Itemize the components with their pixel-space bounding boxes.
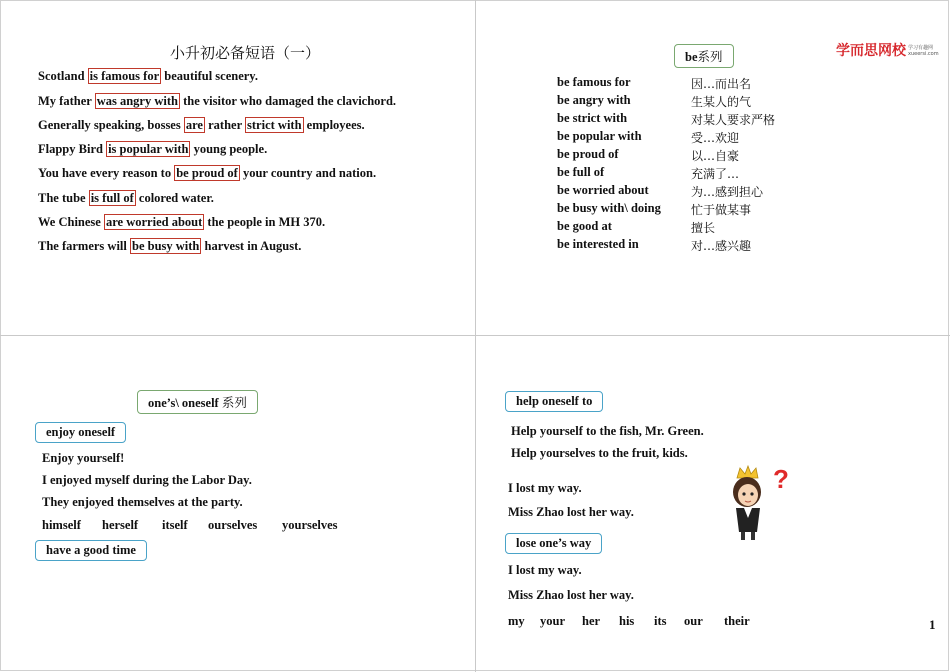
lost-sentence: Miss Zhao lost her way. (508, 505, 634, 519)
phrase-highlight: was angry with (96, 94, 178, 108)
pronoun-herself: herself (102, 518, 139, 532)
logo-sub2: xueersi.com (908, 50, 939, 57)
sentence-post: beautiful scenery. (161, 69, 258, 83)
phrase-highlight: strict with (247, 118, 302, 132)
sentence-pre: We Chinese (38, 215, 104, 229)
sentence-post: harvest in August. (201, 239, 302, 253)
phrase-zh: 擅长 (691, 221, 716, 235)
sentence-8 (38, 239, 301, 254)
enjoy-oneself-pill: enjoy oneself (35, 422, 126, 443)
q1-title: 小升初必备短语（一） (170, 44, 321, 62)
phrase-en: be famous for (557, 75, 631, 89)
sentence-pre: You have every reason to (38, 166, 175, 180)
sentence-pre: Generally speaking, bosses (38, 118, 184, 132)
sentence-pre: The farmers will (38, 239, 130, 253)
sentence-6 (38, 191, 214, 206)
phrase-zh: 受…欢迎 (691, 131, 740, 145)
be-series-badge (674, 44, 734, 68)
phrase-zh: 以…自豪 (691, 149, 740, 163)
badge-cn: 系列 (697, 49, 723, 64)
sentence-5 (38, 166, 376, 181)
sentence-post: employees. (303, 118, 365, 132)
help-sentence: Help yourself to the fish, Mr. Green. (511, 424, 704, 438)
sentence-pre: Flappy Bird (38, 142, 107, 156)
oneself-series-badge (137, 390, 258, 414)
sentence-1 (38, 69, 258, 84)
phrase-zh: 忙于做某事 (691, 203, 752, 217)
enjoy-sentence: They enjoyed themselves at the party. (42, 495, 243, 509)
enjoy-sentence: I enjoyed myself during the Labor Day. (42, 473, 252, 487)
sentence-post: the visitor who damaged the clavichord. (179, 94, 397, 108)
sentence-post: colored water. (135, 191, 214, 205)
question-mark-icon: ? (773, 464, 789, 494)
sentence-3 (38, 118, 365, 133)
logo-sub (908, 45, 939, 57)
possessive-her: her (582, 614, 601, 628)
leg-left (741, 532, 745, 540)
phrase-en: be full of (557, 165, 605, 179)
help-oneself-pill: help oneself to (505, 391, 603, 412)
possessive-its: its (654, 614, 667, 628)
sentence-4 (38, 142, 267, 157)
enjoy-sentence: Enjoy yourself! (42, 451, 125, 465)
badge-en: one’s\ oneself (148, 396, 219, 410)
phrase-zh: 为…感到担心 (691, 185, 764, 199)
phrase-en: be busy with\ doing (557, 201, 661, 215)
badge-en: be (685, 50, 698, 64)
logo-sub1: 学习有趣网 (908, 44, 934, 51)
sentence-pre: My father (38, 94, 95, 108)
phrase-zh: 生某人的气 (691, 95, 752, 109)
sentence-post: the people in MH 370. (204, 215, 326, 229)
phrase-highlight: is famous for (89, 69, 160, 83)
lost-sentence: Miss Zhao lost her way. (508, 588, 634, 602)
pronoun-itself: itself (162, 518, 188, 532)
sentence-2 (38, 94, 396, 109)
cartoon-girl-illustration (726, 464, 796, 542)
eye-right (750, 492, 753, 495)
sentence-7 (38, 215, 325, 230)
sentence-post: young people. (190, 142, 268, 156)
phrase-en: be proud of (557, 147, 619, 161)
face-shape (738, 484, 758, 506)
leg-right (751, 532, 755, 540)
sentence-mid: rather (204, 118, 246, 132)
possessive-my: my (508, 614, 525, 628)
horizontal-divider (0, 335, 950, 336)
phrase-highlight: are (185, 118, 203, 132)
xueersi-logo (836, 40, 939, 60)
help-sentence: Help yourselves to the fruit, kids. (511, 446, 688, 460)
phrase-highlight: be busy with (132, 239, 200, 253)
phrase-highlight: is full of (90, 191, 134, 205)
lose-ones-way-pill: lose one’s way (505, 533, 602, 554)
phrase-en: be strict with (557, 111, 628, 125)
eye-left (742, 492, 745, 495)
phrase-highlight: is popular with (108, 142, 189, 156)
phrase-en: be popular with (557, 129, 642, 143)
sentence-pre: The tube (38, 191, 89, 205)
crown-icon (737, 466, 758, 478)
phrase-en: be angry with (557, 93, 631, 107)
lost-sentence: I lost my way. (508, 563, 582, 577)
sentence-post: your country and nation. (239, 166, 377, 180)
possessive-our: our (684, 614, 703, 628)
have-a-good-time-pill: have a good time (35, 540, 147, 561)
sentence-pre: Scotland (38, 69, 88, 83)
badge-cn: 系列 (221, 395, 247, 410)
pronoun-yourselves: yourselves (282, 518, 338, 532)
vertical-divider (475, 0, 476, 672)
phrase-en: be interested in (557, 237, 639, 251)
phrase-zh: 对某人要求严格 (691, 113, 776, 127)
phrase-zh: 对…感兴趣 (691, 239, 752, 253)
lost-sentence: I lost my way. (508, 481, 582, 495)
page-number: 1 (929, 617, 936, 632)
phrase-highlight: be proud of (176, 166, 238, 180)
pronoun-ourselves: ourselves (208, 518, 258, 532)
possessive-their: their (724, 614, 750, 628)
pronoun-himself: himself (42, 518, 81, 532)
phrase-highlight: are worried about (105, 215, 203, 229)
phrase-en: be worried about (557, 183, 649, 197)
phrase-zh: 因…而出名 (691, 77, 752, 91)
possessive-his: his (619, 614, 635, 628)
possessive-your: your (540, 614, 565, 628)
phrase-en: be good at (557, 219, 612, 233)
phrase-zh: 充满了… (691, 167, 740, 181)
logo-main-text: 学而思网校 (836, 43, 906, 59)
